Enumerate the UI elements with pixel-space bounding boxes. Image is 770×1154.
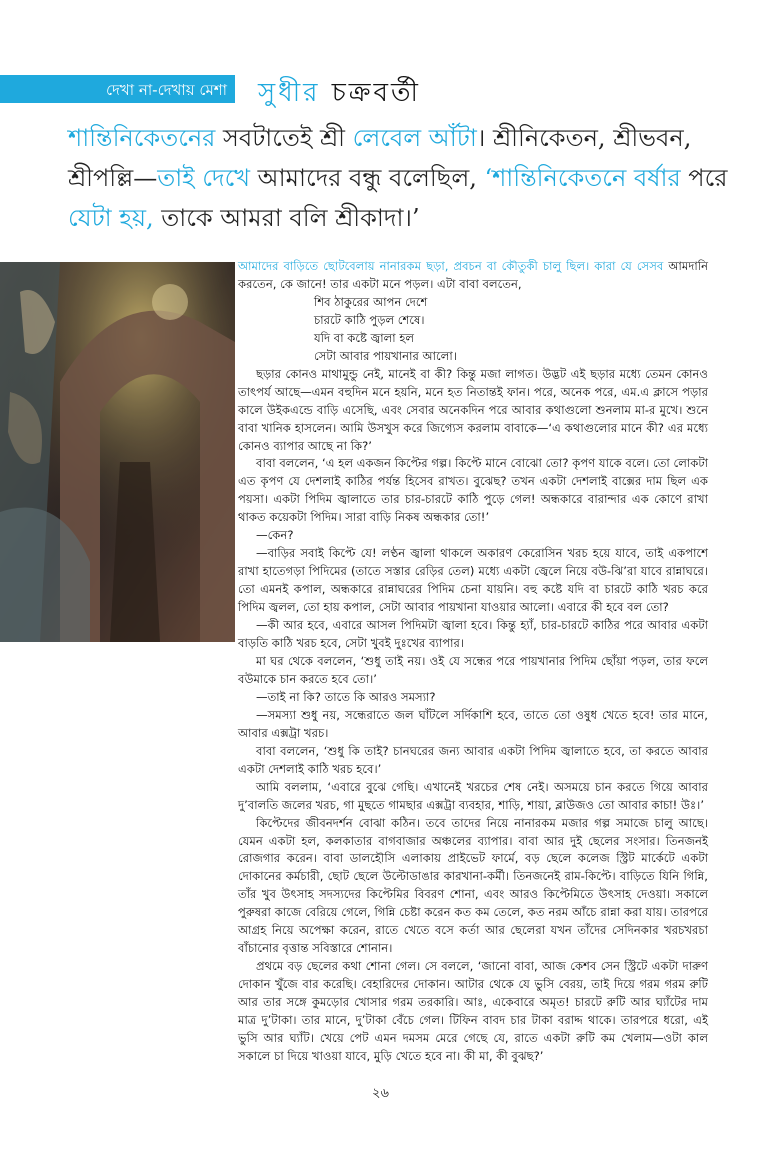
archway-painting-image — [0, 262, 235, 642]
column-banner — [0, 75, 235, 103]
deck-segment: তাই দেখে — [157, 164, 251, 192]
paragraph: —তাই না কি? তাতে কি আরও সমস্যা? — [256, 689, 436, 704]
paragraph: —সমস্যা শুধু নয়, সন্ধেরাতে জল ঘাঁটলে সর্দিকাশি হবে, তাতে তো ওষুধ খেতে হবে! তার মানে, আবার এক্সট্রা খরচ। — [238, 707, 708, 740]
verse-line: শিব ঠাকুরের আপন দেশে — [314, 294, 428, 309]
deck-segment: তাকে আমরা বলি শ্রীকাদা।’ — [153, 204, 420, 232]
deck-segment: শান্তিনিকেতনের — [68, 124, 216, 152]
paragraph-text: আমদানি করতেন, কে জানে! তার একটা মনে পড়ল। এটা বাবা বলতেন, — [238, 259, 708, 291]
verse-line: চারটে কাঠি পুড়ল শেষে। — [314, 312, 425, 327]
painting-svg — [0, 262, 235, 642]
author-name-part1: সুধীর — [258, 78, 332, 108]
deck-segment: লেবেল আঁটা — [352, 124, 477, 152]
paragraph: বাবা বললেন, ‘শুধু কি তাই? চানঘরের জন্য আবার একটা পিদিম জ্বালাতে হবে, তা করতে আবার একটা দেশলাই কাঠি খরচ হবে।’ — [238, 743, 708, 776]
paragraph: ছড়ার কোনও মাথামুন্ডু নেই, মানেই বা কী? কিন্তু মজা লাগত। উদ্ভট এই ছড়ার মধ্যে তেমন কোনও তাৎপর্য আছে—এমন বহুদিন মনে হয়নি, মনে হত নিতান্তই ফান। পরে, অনেক পরে, এম.এ ক্লাসে পড়ার কালে উইকএন্ডে বাড়ি এসেছি, এবং সেবার অনেকদিন পরে আবার কথাগুলো শুনলাম মা-র মুখে। শুনে বাবা খানিক হাসলেন। আমি উসখুস করে জিগ্যেস করলাম বাবাকে—‘এ কথাগুলোর মানে কী? এর মধ্যে কোনও ব্যাপার আছে না কি?’ — [238, 366, 708, 453]
deck-segment: সবটাতেই শ্রী — [215, 124, 353, 152]
page-number: ২৬ — [372, 1086, 389, 1101]
deck-segment: যেটা হয়, — [68, 204, 154, 232]
verse-line: যদি বা কষ্টে জ্বালা হল — [314, 330, 415, 345]
paragraph: প্রথমে বড় ছেলের কথা শোনা গেল। সে বললে, ‘জানো বাবা, আজ কেশব সেন স্ট্রিটে একটা দারুণ দোকান খুঁজে বার করেছি। বেহারিদের দোকান। আটার থেকে যে ভুসি বেরয়, তাই দিয়ে গরম গরম রুটি আর তার সঙ্গে কুমড়োর খোসার গরম তরকারি। আঃ, একেবারে অমৃত! চারটে রুটি আর ঘ্যাঁটের দাম মাত্র দু’টাকা। তার মানে, দু’টাকা বেঁচে গেল। টিফিন বাবদ চার টাকা বরাদ্দ থাকে। তারপরে ধরো, এই ভুসি আর ঘ্যাঁট। খেয়ে পেট এমন দমসম মেরে গেছে যে, রাতে একটা রুটি কম খেলাম—ওটা কাল সকালে চা দিয়ে খাওয়া যাবে, মুড়ি খেতে হবে না। কী মা, কী বুঝছ?’ — [238, 959, 708, 1063]
paragraph: মা ঘর থেকে বললেন, ‘শুধু তাই নয়। ওই যে সন্ধের পরে পায়খানার পিদিম ছোঁয়া পড়ল, তার ফলে বউমাকে চান করতে হবে তো।’ — [238, 653, 708, 686]
paragraph: বাবা বললেন, ‘এ হল একজন কিপ্টের গল্প। কিপ্টে মানে বোঝো তো? কৃপণ যাকে বলে। তো লোকটা এত কৃপণ যে দেশলাই কাঠির পর্যন্ত হিসেব রাখত। বুঝেছ? তখন একটা দেশলাই বাক্সের দাম ছিল এক পয়সা। একটা পিদিম জ্বালাতে তার চার-চারটে কাঠি পুড়ে গেল! অন্ধকারে বারান্দার এক কোণে রাখা থাকত কয়েকটা পিদিম। সারা বাড়ি নিকষ অন্ধকার তো!’ — [238, 456, 708, 525]
author-name — [258, 72, 421, 116]
deck-segment: পরে — [680, 164, 728, 192]
paragraph: —বাড়ির সবাই কিপ্টে যে! লণ্ঠন জ্বালা থাকলে অকারণ কেরোসিন খরচ হয়ে যাবে, তাই একপাশে রাখা হাতেগড়া পিদিমের (তাতে সস্তার রেড়ির তেল) মধ্যে একটা জ্বেলে নিয়ে বউ-ঝি’রা যাবে রান্নাঘরে। তো এমনই কপাল, অন্ধকারে রান্নাঘরের পিদিম চেনা যায়নি। বহু কষ্টে যদি বা চারটে কাঠি খরচ করে পিদিম জ্বলল, তো হায় কপাল, সেটা আবার পায়খানা যাওয়ার আলো। এবারে কী হবে বল তো? — [238, 546, 708, 615]
deck-segment: ‘শান্তিনিকেতনে বর্ষার — [484, 164, 681, 192]
pull-quote-deck — [68, 118, 748, 238]
paragraph: আমি বললাম, ‘এবারে বুঝে গেছি। এখানেই খরচের শেষ নেই। অসময়ে চান করতে গিয়ে আবার দু’বালতি জলের খরচ, গা মুছতে গামছার এক্সট্রা ব্যবহার, শাড়ি, শায়া, ব্লাউজও তো আবার কাচা! উঃ।’ — [238, 779, 708, 812]
author-name-part2: চক্রবর্তী — [331, 78, 421, 108]
deck-segment: আমাদের বন্ধু বলেছিল, — [250, 164, 485, 192]
deck-segment: । শ্রীনিকেতন, শ্রীভবন, শ্রীপল্লি— — [68, 124, 692, 192]
paragraph: —কেন? — [256, 528, 294, 543]
paragraph — [238, 258, 708, 294]
paragraph-highlight: আমাদের বাড়িতে ছোটবেলায় নানারকম ছড়া, প্রবচন বা কৌতুকী চালু ছিল। কারা যে সেসব — [238, 259, 664, 273]
article-body — [238, 258, 708, 1066]
paragraph: কিপ্টেদের জীবনদর্শন বোঝা কঠিন। তবে তাদের নিয়ে নানারকম মজার গল্প সমাজে চালু আছে। যেমন একটা হল, কলকাতার বাগবাজার অঞ্চলের ব্যাপার। বাবা আর দুই ছেলের সংসার। তিনজনই রোজগার করেন। বাবা ডালহৌসি এলাকায় প্রাইভেট ফার্মে, বড় ছেলে কলেজ স্ট্রিট মার্কেটে একটা দোকানের কর্মচারী, ছোট ছেলে উল্টোডাঙার কারখানা-কর্মী। তিনজনেই রাম-কিপ্টে। বাড়িতে যিনি গিন্নি, তাঁর খুব উৎসাহ সদস্যদের কিপ্টেমির বিবরণ শোনা, এবং আরও কিপ্টেমিতে উৎসাহ দেওয়া। সকালে পুরুষরা কাজে বেরিয়ে গেলে, গিন্নি চেষ্টা করেন কত কম তেলে, কত নরম আঁচে রান্না করা যায়। তারপরে আগ্রহ নিয়ে অপেক্ষা করেন, রাতে খেতে বসে কর্তা আর ছেলেরা যখন তাঁদের সেদিনকার খরচখরচা বাঁচানোর বৃত্তান্ত সবিস্তারে শোনান। — [238, 815, 708, 956]
column-name: দেখা না-দেখায় মেশা — [105, 81, 227, 99]
verse-line: সেটা আবার পায়খানার আলো। — [314, 348, 457, 363]
paragraph: —কী আর হবে, এবারে আসল পিদিমটা জ্বালা হবে। কিন্তু হ্যাঁ, চার-চারটে কাঠির পরে আবার একটা বাড়তি কাঠি খরচ হবে, সেটা খুবই দুঃখের ব্যাপার। — [238, 618, 708, 651]
